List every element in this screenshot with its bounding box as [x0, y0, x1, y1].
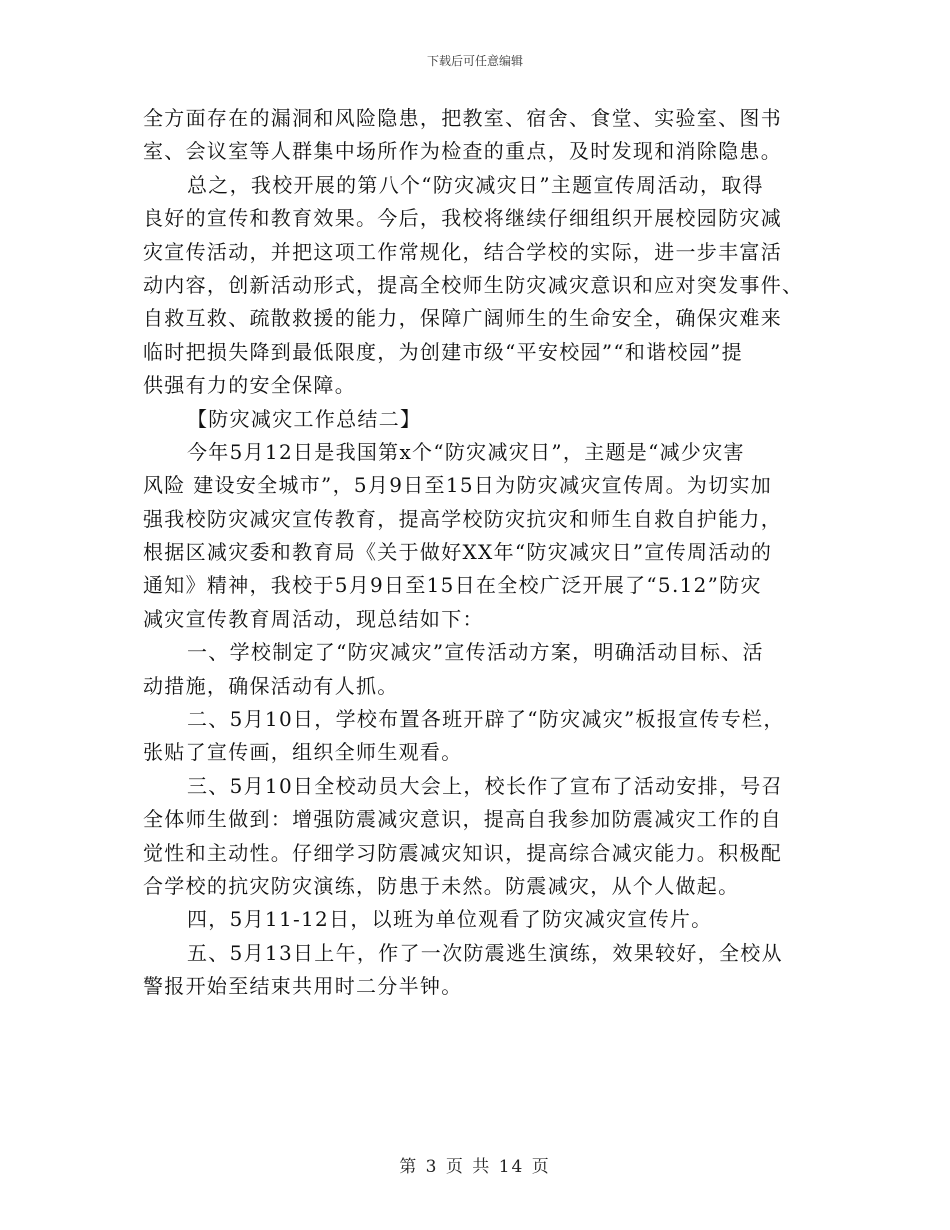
text-line: 良好的宣传和教育效果。今后，我校将继续仔细组织开展校园防灾减 [143, 206, 782, 231]
text-line: 室、会议室等人群集中场所作为检查的重点，及时发现和消除隐患。 [143, 139, 782, 164]
document-body [143, 102, 808, 1004]
text-line: 自救互救、疏散救援的能力，保障广阔师生的生命安全，确保灾难来 [143, 306, 782, 331]
paragraph-start-line: 总之，我校开展的第八个“防灾减灾日”主题宣传周活动，取得 [187, 172, 764, 197]
section-heading: 【防灾减灾工作总结二】 [187, 406, 422, 431]
text-line: 动内容，创新活动形式，提高全校师生防灾减灾意识和应对突发事件、 [143, 272, 804, 297]
paragraph-start-line: 四，5月11-12日，以班为单位观看了防灾减灾宣传片。 [187, 907, 713, 932]
text-line: 合学校的抗灾防灾演练，防患于未然。防震减灾，从个人做起。 [143, 873, 740, 898]
text-line: 灾宣传活动，并把这项工作常规化，结合学校的实际，进一步丰富活 [143, 239, 782, 264]
paragraph-start-line: 今年5月12日是我国第x个“防灾减灾日”，主题是“减少灾害 [187, 439, 745, 464]
page-header: 下载后可任意编辑 [426, 54, 523, 68]
text-line: 全体师生做到：增强防震减灾意识，提高自我参加防震减灾工作的自 [143, 807, 782, 832]
page-footer: 第 3 页 共 14 页 [399, 1157, 551, 1177]
text-line: 警报开始至结束共用时二分半钟。 [143, 974, 463, 999]
text-line: 供强有力的安全保障。 [143, 373, 356, 398]
paragraph-start-line: 二、5月10日，学校布置各班开辟了“防灾减灾”板报宣传专栏， [187, 707, 785, 732]
text-line: 动措施，确保活动有人抓。 [143, 673, 399, 698]
text-line: 通知》精神，我校于5月9日至15日在全校广泛开展了“5.12”防灾 [143, 573, 762, 598]
text-line: 风险 建设安全城市”，5月9日至15日为防灾减灾宣传周。为切实加 [143, 473, 773, 498]
text-line: 临时把损失降到最低限度，为创建市级“平安校园”“和谐校园”提 [143, 339, 743, 364]
text-line: 减灾宣传教育周活动，现总结如下： [143, 606, 484, 631]
text-line: 张贴了宣传画，组织全师生观看。 [143, 740, 463, 765]
text-line: 觉性和主动性。仔细学习防震减灾知识，提高综合减灾能力。积极配 [143, 840, 782, 865]
text-line: 全方面存在的漏洞和风险隐患，把教室、宿舍、食堂、实验室、图书 [143, 106, 782, 130]
paragraph-start-line: 五、5月13日上午，作了一次防震逃生演练，效果较好，全校从 [187, 940, 783, 965]
text-line: 根据区减灾委和教育局《关于做好XX年“防灾减灾日”宣传周活动的 [143, 540, 773, 565]
paragraph-start-line: 三、5月10日全校动员大会上，校长作了宣布了活动安排，号召 [187, 773, 783, 798]
text-line: 强我校防灾减灾宣传教育，提高学校防灾抗灾和师生自救自护能力， [143, 506, 782, 531]
paragraph-start-line: 一、学校制定了“防灾减灾”宣传活动方案，明确活动目标、活 [187, 640, 764, 665]
